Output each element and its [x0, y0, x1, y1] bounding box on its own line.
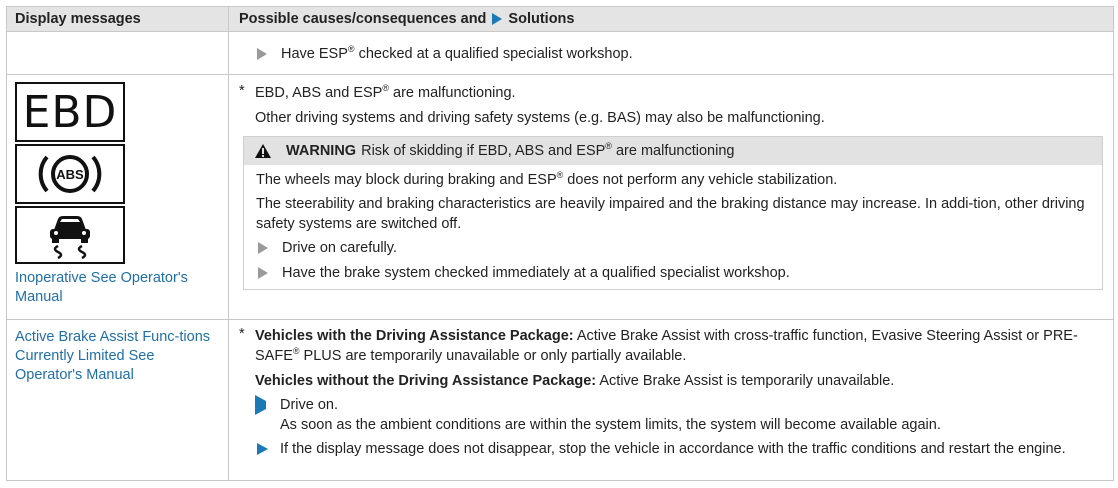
solution-arrow-icon [255, 395, 270, 415]
solution-arrow-icon [257, 443, 268, 455]
row2-bullets [255, 395, 1103, 459]
skidding-car-icon [40, 210, 100, 260]
warning-paragraph-2: The steerability and braking characteristics are heavily impaired and the braking distance may increase. In addi-tion, other driving safety systems are switched off. [256, 196, 1085, 232]
row2-p1-bold: Vehicles with the Driving Assistance Package: [255, 328, 574, 344]
solution-arrow-icon [492, 13, 502, 25]
list-item [255, 395, 1103, 435]
row2-p1-text: Active Brake Assist with cross-traffic function, Evasive Steering Assist or PRE-SAFE® PLUS are temporarily unavailable or only partially available. [255, 328, 1078, 364]
table-row [7, 31, 1113, 74]
row0-bullet-text: Have ESP® checked at a qualified specialist workshop. [281, 44, 633, 62]
warning-bullet-1: Drive on carefully. [282, 240, 397, 256]
list-item [255, 439, 1103, 459]
ebd-icon [15, 82, 125, 142]
abs-warning-icon [25, 149, 115, 199]
warning-header [244, 137, 1102, 165]
header-causes-solutions [229, 11, 574, 27]
warning-bullet-2: Have the brake system checked immediately at a qualified specialist workshop. [282, 265, 790, 281]
row1-message-cell [7, 75, 229, 319]
header-col2-pre: Possible causes/consequences and [239, 11, 487, 27]
skid-car-icon [15, 206, 125, 264]
header-col2-post: Solutions [508, 11, 575, 27]
warning-label: WARNING [286, 143, 357, 159]
row1-message-label[interactable]: Inoperative See Operator's Manual [15, 270, 188, 305]
row2-message-label[interactable]: Active Brake Assist Func-tions Currently Limited See Operator's Manual [15, 329, 211, 383]
abs-icon [15, 144, 125, 204]
row2-paragraph-1 [255, 326, 1103, 366]
row2-p2-text: Active Brake Assist is temporarily unavailable. [599, 373, 895, 389]
warning-triangle-icon [254, 143, 272, 159]
table-header [7, 7, 1113, 31]
bullet-arrow-icon [258, 267, 268, 279]
footnote-star: * [239, 326, 245, 342]
abs-icon-text: ABS [56, 167, 84, 182]
row1-line2: Other driving systems and driving safety systems (e.g. BAS) may also be malfunctioning. [255, 110, 825, 126]
ebd-icon-text: EBD [22, 86, 118, 138]
warning-body [244, 165, 1102, 289]
row2-bullet-1-line1: Drive on. [280, 397, 339, 413]
display-messages-table [6, 6, 1114, 481]
warning-box [243, 136, 1103, 290]
footnote-star: * [239, 83, 245, 99]
row2-paragraph-2 [255, 371, 1103, 391]
table-row [7, 74, 1113, 319]
row0-message-cell [7, 32, 229, 74]
list-item [256, 238, 1092, 258]
row2-p2-bold: Vehicles without the Driving Assistance Package: [255, 373, 597, 389]
list-item [255, 44, 1103, 64]
list-item [256, 263, 1092, 283]
table-row [7, 319, 1113, 480]
bullet-arrow-icon [258, 242, 268, 254]
row1-solution-cell [229, 75, 1113, 319]
bullet-arrow-icon [257, 48, 267, 60]
row2-bullet-2: If the display message does not disappear, stop the vehicle in accordance with the traffic conditions and restart the engine. [280, 441, 1066, 457]
row2-bullet-1-line2: As soon as the ambient conditions are within the system limits, the system will become available again. [280, 417, 941, 433]
warning-text: Risk of skidding if EBD, ABS and ESP® are malfunctioning [361, 141, 735, 159]
row1-line1: EBD, ABS and ESP® are malfunctioning. [255, 83, 516, 101]
row2-solution-cell [229, 320, 1113, 480]
header-display-messages: Display messages [7, 7, 229, 31]
row0-solution-cell [229, 32, 1113, 74]
warning-paragraph-1: The wheels may block during braking and ESP® does not perform any vehicle stabilization. [256, 170, 838, 188]
row2-message-cell [7, 320, 229, 480]
